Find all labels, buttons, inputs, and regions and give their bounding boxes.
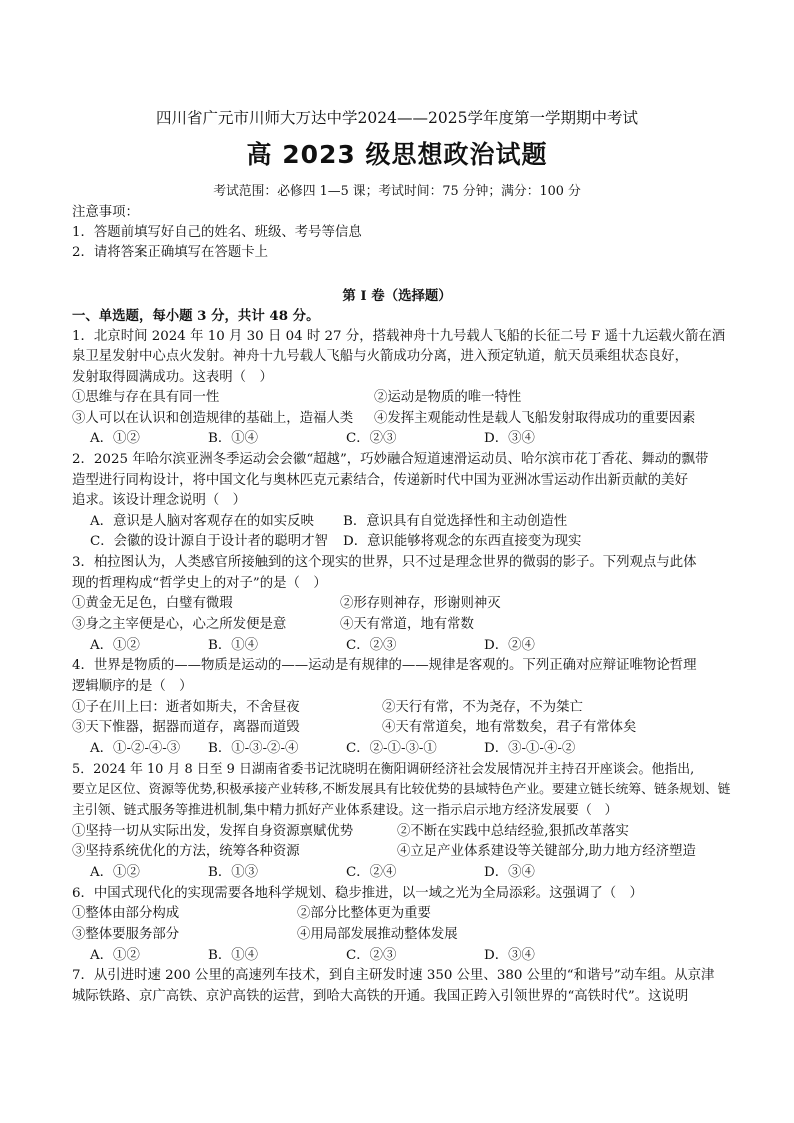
statement: ④立足产业体系建设等关键部分,助力地方经济塑造 — [397, 844, 696, 859]
option-b[interactable]: B．①④ — [208, 948, 259, 963]
notes-heading: 注意事项： — [72, 205, 139, 220]
statement: ①子在川上曰：逝者如斯夫，不舍昼夜 — [72, 700, 300, 715]
answer-options — [90, 512, 567, 532]
statement: ③天下惟器，据器而道存，离器而道毁 — [72, 720, 300, 735]
question-stem: 现的哲理构成“哲学史上的对子”的是（ ） — [72, 576, 327, 591]
statement: ②不断在实践中总结经验,狠抓改革落实 — [397, 824, 629, 839]
question-stem: 3．柏拉图认为，人类感官所接触到的这个现实的世界，只不过是理念世界的微弱的影子。下列观点与此体 — [72, 555, 697, 570]
answer-options — [90, 636, 535, 656]
option-b[interactable]: B．①④ — [208, 638, 259, 653]
option-b[interactable]: B．意识具有自觉选择性和主动创造性 — [343, 514, 568, 529]
option-d[interactable]: D．意识能够将观念的东西直接变为现实 — [343, 534, 582, 549]
option-d[interactable]: D．③④ — [484, 865, 535, 880]
statement: ①思维与存在具有同一性 — [72, 390, 220, 405]
statement-row — [72, 615, 474, 635]
option-d[interactable]: D．③-①-④-② — [484, 741, 576, 756]
statement-row — [72, 698, 583, 718]
question-stem: 泉卫星发射中心点火发射。神舟十九号载人飞船与火箭成功分离，进入预定轨道，航天员乘组状态良好， — [72, 349, 688, 364]
question-stem: 追求。该设计理念说明（ ） — [72, 493, 247, 508]
statement: ③坚持系统优化的方法，统筹各种资源 — [72, 844, 300, 859]
statement-row — [72, 925, 458, 945]
option-c[interactable]: C．②③ — [346, 431, 397, 446]
statement: ④天有常道，地有常数 — [340, 617, 474, 632]
option-a[interactable]: A．①② — [90, 948, 140, 963]
option-c[interactable]: C．②-①-③-① — [346, 741, 437, 756]
statement: ②部分比整体更为重要 — [297, 906, 431, 921]
statement: ②天行有常，不为尧存，不为桀亡 — [382, 700, 583, 715]
question-stem: 主引领、链式服务等推进机制,集中精力抓好产业体系建设。这一指示启示地方经济发展要（ ） — [72, 803, 618, 818]
option-c[interactable]: C．会徽的设计源自于设计者的聪明才智 — [90, 534, 328, 549]
statement-row — [72, 718, 636, 738]
option-a[interactable]: A．①② — [90, 431, 140, 446]
option-b[interactable]: B．①④ — [208, 431, 259, 446]
question-stem: 5．2024 年 10 月 8 日至 9 日湖南省委书记沈晓明在衡阳调研经济社会发展情况并主持召开座谈会。他指出, — [72, 762, 695, 777]
question-stem: 城际铁路、京广高铁、京沪高铁的运营，到哈大高铁的开通。我国正跨入引领世界的“高铁时代”。这说明 — [72, 989, 689, 1004]
option-c[interactable]: C．②③ — [346, 638, 397, 653]
question-stem: 6．中国式现代化的实现需要各地科学规划、稳步推进，以一域之光为全局添彩。这强调了（ ） — [72, 886, 643, 901]
answer-options — [90, 739, 575, 759]
question-stem: 1．北京时间 2024 年 10 月 30 日 04 时 27 分，搭载神舟十九号载人飞船的长征二号 F 遥十九运载火箭在酒 — [72, 329, 726, 344]
option-b[interactable]: B．①③ — [208, 865, 259, 880]
option-a[interactable]: A．①-②-④-③ — [90, 741, 181, 756]
statement-row — [72, 388, 521, 408]
part-heading: 一、单选题，每小题 3 分，共计 48 分。 — [72, 308, 320, 324]
section-title: 第 I 卷（选择题） — [342, 288, 452, 304]
page-title: 高 2023 级思想政治试题 — [246, 140, 548, 169]
question-stem: 发射取得圆满成功。这表明（ ） — [72, 370, 273, 385]
note-item: 2．请将答案正确填写在答题卡上 — [72, 245, 268, 260]
question-stem: 要立足区位、资源等优势,积极承接产业转移,不断发展具有比较优势的县域特色产业。要建立链长统筹、链条规划、链 — [72, 782, 731, 797]
question-stem: 2．2025 年哈尔滨亚洲冬季运动会会徽“超越”，巧妙融合短道速滑运动员、哈尔滨市花丁香花、舞动的飘带 — [72, 452, 709, 467]
statement: ④用局部发展推动整体发展 — [297, 927, 458, 942]
question-stem: 造型进行同构设计，将中国文化与奥林匹克元素结合，传递新时代中国为亚洲冰雪运动作出新贡献的美好 — [72, 473, 688, 488]
answer-options — [90, 946, 535, 966]
statement: ④发挥主观能动性是载人飞船发射取得成功的重要因素 — [374, 411, 696, 426]
statement-row — [72, 409, 695, 429]
option-a[interactable]: A．意识是人脑对客观存在的如实反映 — [90, 514, 314, 529]
option-d[interactable]: D．③④ — [484, 948, 535, 963]
question-stem: 4．世界是物质的——物质是运动的——运动是有规律的——规律是客观的。下列正确对应辩证唯物论哲理 — [72, 658, 697, 673]
statement-row — [72, 842, 696, 862]
option-d[interactable]: D．③④ — [484, 431, 535, 446]
school-exam-line: 四川省广元市川师大万达中学2024——2025学年度第一学期期中考试 — [156, 109, 638, 127]
statement: ③整体要服务部分 — [72, 927, 180, 942]
statement: ①黄金无足色，白璧有微瑕 — [72, 596, 233, 611]
option-b[interactable]: B．①-③-②-④ — [208, 741, 299, 756]
statement: ①整体由部分构成 — [72, 906, 180, 921]
answer-options — [90, 429, 535, 449]
answer-options — [90, 532, 581, 552]
statement: ④天有常道矣，地有常数矣，君子有常体矣 — [382, 720, 637, 735]
question-stem: 逻辑顺序的是（ ） — [72, 679, 193, 694]
option-c[interactable]: C．②④ — [346, 865, 397, 880]
statement-row — [72, 594, 501, 614]
statement-row — [72, 822, 629, 842]
exam-meta: 考试范围：必修四 1—5 课；考试时间：75 分钟；满分：100 分 — [213, 184, 581, 199]
option-c[interactable]: C．②③ — [346, 948, 397, 963]
statement: ②形存则神存，形谢则神灭 — [340, 596, 501, 611]
option-a[interactable]: A．①② — [90, 638, 140, 653]
answer-options — [90, 863, 535, 883]
statement: ②运动是物质的唯一特性 — [374, 390, 522, 405]
question-stem: 7．从引进时速 200 公里的高速列车技术，到自主研发时速 350 公里、380 公里的“和谐号”动车组。从京津 — [72, 968, 715, 983]
note-item: 1．答题前填写好自己的姓名、班级、考号等信息 — [72, 225, 362, 240]
statement: ③身之主宰便是心，心之所发便是意 — [72, 617, 287, 632]
statement: ①坚持一切从实际出发，发挥自身资源禀赋优势 — [72, 824, 354, 839]
statement: ③人可以在认识和创造规律的基础上，造福人类 — [72, 411, 354, 426]
option-d[interactable]: D．②④ — [484, 638, 535, 653]
option-a[interactable]: A．①② — [90, 865, 140, 880]
statement-row — [72, 904, 431, 924]
